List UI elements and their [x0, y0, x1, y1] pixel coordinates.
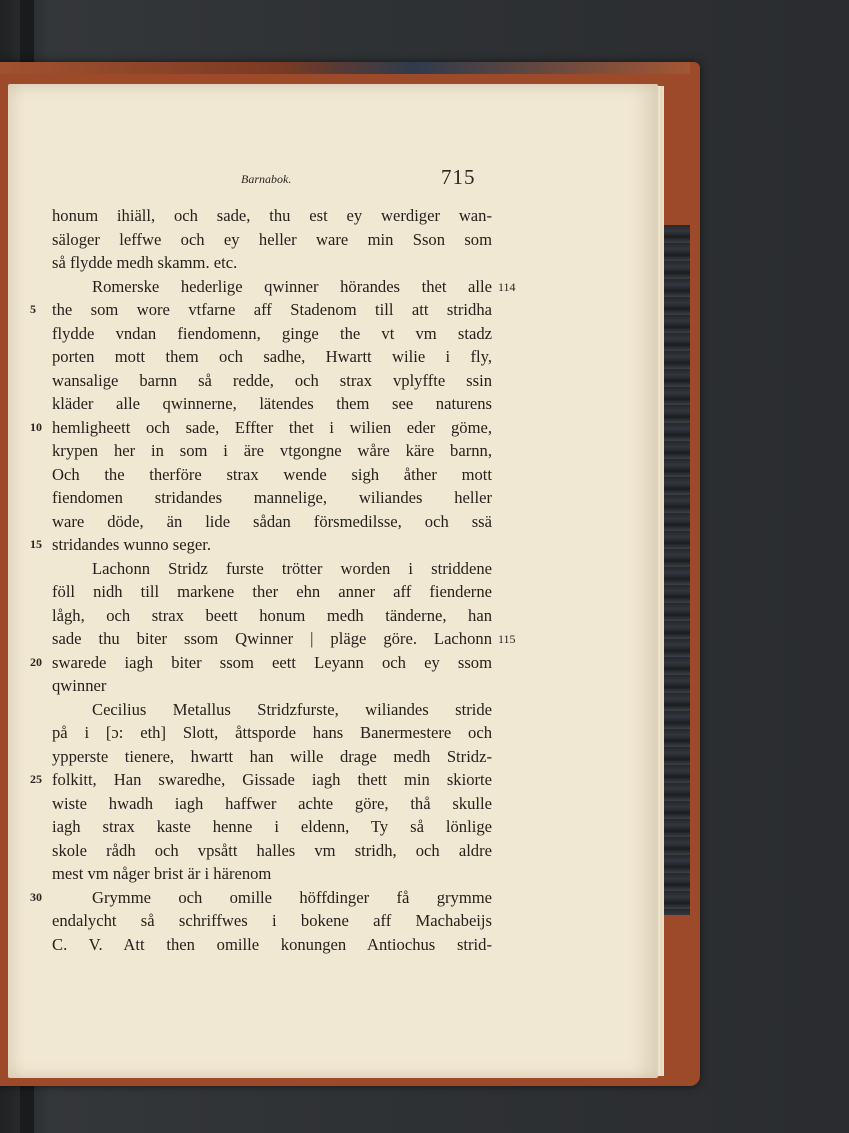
- text-line: [30, 768, 492, 792]
- text-line: [52, 228, 492, 252]
- line-text: C. V. Att then omille konungen Antiochus strid-: [52, 934, 492, 954]
- text-line: [52, 674, 492, 698]
- line-text: föll nidh till markene ther ehn anner aff fienderne: [52, 582, 492, 601]
- line-text: på i [ɔ: eth] Slott, åttsporde hans Banermestere och: [52, 723, 492, 742]
- line-text: skole rådh och vpsått halles vm stridh, och aldre: [52, 840, 492, 860]
- running-head: Barnabok.: [241, 172, 292, 186]
- text-line: [30, 533, 492, 557]
- text-line: [52, 580, 492, 604]
- line-text: swarede iagh biter ssom eett Leyann och ey ssom: [52, 652, 492, 672]
- line-text: wansalige barnn så redde, och strax vplyffte ssin: [52, 370, 492, 390]
- line-text: wiste hwadh iagh haffwer achte göre, thå skulle: [52, 793, 492, 813]
- line-text: krypen her in som i äre vtgongne wåre käre barnn,: [52, 441, 492, 460]
- line-text: Romerske hederlige qwinner hörandes thet alle: [92, 276, 492, 296]
- line-text: iagh strax kaste henne i eldenn, Ty så lönlige: [52, 817, 492, 836]
- line-number: 20: [30, 654, 42, 669]
- text-line: [52, 839, 492, 863]
- text-line: [52, 369, 492, 393]
- page-number: 715: [441, 165, 476, 189]
- page-header: [52, 162, 492, 192]
- text-line: [52, 275, 516, 299]
- text-line: [52, 322, 492, 346]
- line-text: fiendomen stridandes mannelige, wiliandes heller: [52, 488, 492, 507]
- text-line: [52, 909, 492, 933]
- line-text: Lachonn Stridz furste trötter worden i striddene: [92, 558, 492, 578]
- line-text: flydde vndan fiendomenn, ginge the vt vm stadz: [52, 323, 492, 343]
- line-text: ypperste tienere, hwartt han wille drage medh Stridz-: [52, 746, 492, 766]
- text-line: [52, 698, 492, 722]
- line-text: stridandes wunno seger.: [52, 535, 211, 554]
- text-line: [30, 886, 492, 910]
- text-line: [30, 416, 492, 440]
- line-text: kläder alle qwinnerne, lätendes them see naturens: [52, 394, 492, 413]
- text-line: [52, 510, 492, 534]
- line-text: mest vm någer brist är i härenom: [52, 864, 272, 883]
- line-text: folkitt, Han swaredhe, Gissade iagh thett min skiorte: [52, 770, 492, 789]
- line-text: Grymme och omille höffdinger få grymme: [92, 887, 492, 907]
- text-line: [52, 792, 492, 816]
- line-text: endalycht så schriffwes i bokene aff Machabeijs: [52, 911, 492, 930]
- text-line: [52, 486, 492, 510]
- line-text: lågh, och strax beett honum medh tänderne, han: [52, 605, 492, 625]
- text-line: [52, 604, 492, 628]
- text-line: [52, 745, 492, 769]
- line-text: qwinner: [52, 676, 107, 695]
- line-text: ware döde, än lide sådan försmedilsse, och ssä: [52, 511, 492, 531]
- line-number: 10: [30, 419, 42, 434]
- text-line: [52, 345, 492, 369]
- line-text: Och the therföre strax wende sigh åther mott: [52, 464, 492, 484]
- line-text: så flydde medh skamm. etc.: [52, 253, 238, 272]
- line-text: säloger leffwe och ey heller ware min Sson som: [52, 229, 492, 249]
- line-text: porten mott them och sadhe, Hwartt wilie i fly,: [52, 347, 492, 366]
- text-line: [52, 627, 516, 651]
- text-line: [52, 933, 492, 957]
- text-line: [52, 815, 492, 839]
- text-line: [30, 298, 492, 322]
- line-text: the som wore vtfarne aff Stadenom till att stridha: [52, 300, 492, 319]
- line-text: honum ihiäll, och sade, thu est ey werdiger wan-: [52, 206, 492, 225]
- text-line: [52, 392, 492, 416]
- margin-reference: 114: [498, 279, 516, 294]
- margin-reference: 115: [498, 632, 516, 646]
- text-line: [52, 204, 492, 228]
- text-line: [52, 862, 492, 886]
- line-text: Cecilius Metallus Stridzfurste, wiliandes stride: [92, 699, 492, 719]
- text-line: [52, 721, 492, 745]
- text-line: [30, 651, 492, 675]
- book-cover-top-edge: [0, 62, 690, 74]
- line-number: 25: [30, 772, 42, 786]
- text-line: [52, 439, 492, 463]
- line-number: 5: [30, 302, 36, 316]
- line-number: 15: [30, 537, 42, 551]
- text-body: [30, 204, 516, 956]
- line-text: sade thu biter ssom Qwinner | pläge göre. Lachonn: [52, 629, 492, 648]
- line-number: 30: [30, 889, 42, 904]
- line-text: hemligheett och sade, Effter thet i wilien eder göme,: [52, 417, 492, 437]
- text-line: [52, 463, 492, 487]
- text-line: [52, 557, 492, 581]
- book-spine-edge: [664, 225, 690, 915]
- text-line: [52, 251, 492, 275]
